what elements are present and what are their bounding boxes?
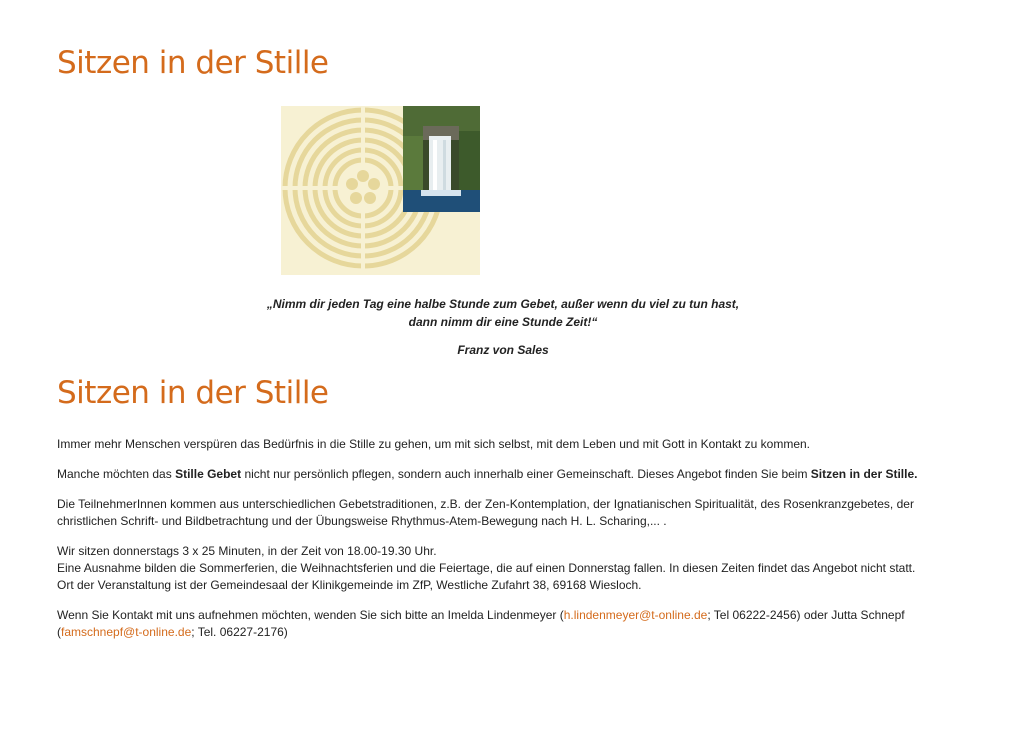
body-text <box>57 436 937 654</box>
quote-line-1: „Nimm dir jeden Tag eine halbe Stunde zum Gebet, außer wenn du viel zu tun hast, <box>266 297 740 311</box>
contact-text-3: ; Tel. 06227-2176) <box>191 625 288 639</box>
intro-paragraph: Immer mehr Menschen verspüren das Bedürfnis in die Stille zu gehen, um mit sich selbst, mit dem Leben und mit Gott in Kontakt zu kommen. <box>57 437 811 451</box>
quote-block <box>150 295 856 331</box>
quote-line-2: dann nimm dir eine Stunde Zeit!“ <box>408 315 598 329</box>
page-title: Sitzen in der Stille <box>57 45 329 81</box>
prayer-bold-1: Stille Gebet <box>175 467 242 481</box>
schedule-location: Ort der Veranstaltung ist der Gemeindesaal der Klinikgemeinde im ZfP, Westliche Zufahrt 38, 69168 Wiesloch. <box>57 578 642 592</box>
schedule-exceptions: Eine Ausnahme bilden die Sommerferien, die Weihnachtsferien und die Feiertage, die auf einen Donnerstag fallen. In diesen Zeiten findet das Angebot nicht statt. <box>57 561 916 575</box>
prayer-paragraph <box>57 466 937 483</box>
prayer-text-1: Manche möchten das <box>57 467 176 481</box>
contact-text-2: ; Tel 06222-2456) oder Jutta Schnepf ( <box>57 608 905 639</box>
traditions-paragraph: Die TeilnehmerInnen kommen aus unterschiedlichen Gebetstraditionen, z.B. der Zen-Kontemplation, der Ignatianischen Spiritualität, des Rosenkranzgebetes, der christlichen Schrift- und Bildbetrachtung und der Übungsweise Rhythmus-Atem-Bewegung nach H. L. Scharing,... . <box>57 497 914 528</box>
prayer-text-2: nicht nur persönlich pflegen, sondern auch innerhalb einer Gemeinschaft. Dieses Angebot finden Sie beim <box>241 467 811 481</box>
schedule-paragraph <box>57 543 937 594</box>
prayer-bold-2: Sitzen in der Stille. <box>810 467 918 481</box>
email-link-schnepf[interactable]: famschnepf@t-online.de <box>61 625 192 639</box>
labyrinth-waterfall-image <box>281 106 480 275</box>
contact-paragraph <box>57 607 937 641</box>
section-title: Sitzen in der Stille <box>57 375 329 411</box>
schedule-time: Wir sitzen donnerstags 3 x 25 Minuten, in der Zeit von 18.00-19.30 Uhr. <box>57 544 437 558</box>
email-link-lindenmeyer[interactable]: h.lindenmeyer@t-online.de <box>563 608 708 622</box>
contact-text-1: Wenn Sie Kontakt mit uns aufnehmen möchten, wenden Sie sich bitte an Imelda Lindenmeyer ( <box>57 608 564 622</box>
quote-author: Franz von Sales <box>457 343 549 357</box>
